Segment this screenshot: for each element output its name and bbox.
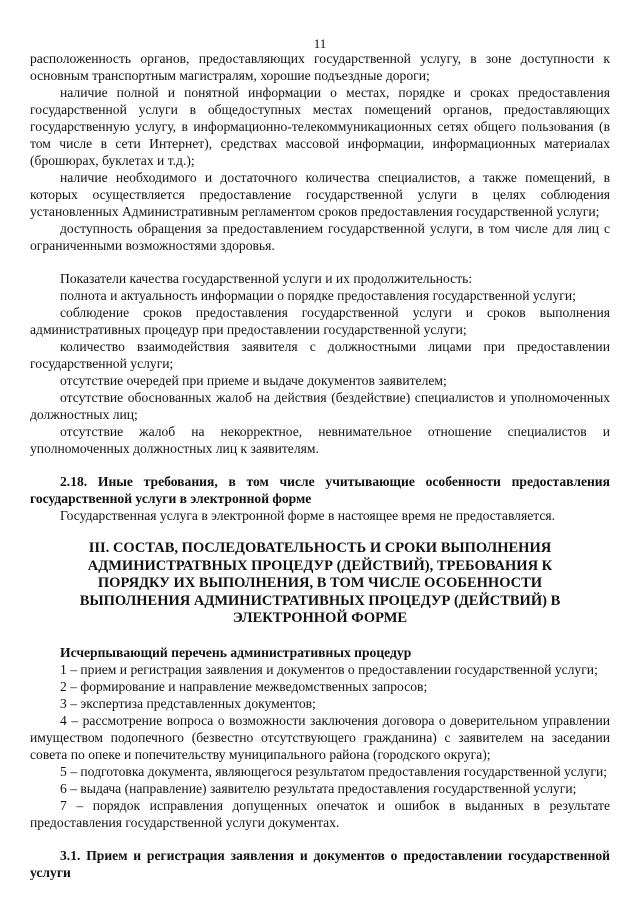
quality-item: полнота и актуальность информации о порядке предоставления государственной услуги; (60, 288, 576, 303)
section-3-1-title: 3.1. Прием и регистрация заявления и документов о предоставлении государственной услуги (30, 847, 610, 880)
quality-item: соблюдение сроков предоставления государственной услуги и сроков выполнения административных процедур при предоставлении государственной услуги; (30, 305, 610, 337)
chapter-3-heading: III. СОСТАВ, ПОСЛЕДОВАТЕЛЬНОСТЬ И СРОКИ ВЫПОЛНЕНИЯ АДМИНИСТРАТВНЫХ ПРОЦЕДУР (ДЕЙСТВИЙ), ТРЕБОВАНИЯ К ПОРЯДКУ ИХ ВЫПОЛНЕНИЯ, В ТОМ ЧИСЛЕ ОСОБЕННОСТИ ВЫПОЛНЕНИЯ АДМИНИСТРАТИВНЫХ ПРОЦЕДУР (ДЕЙСТВИЙ) В ЭЛЕКТРОННОЙ ФОРМЕ (79, 540, 561, 626)
paragraph-specialists: наличие необходимого и достаточного количества специалистов, а также помещений, в которых осуществляется предоставление государственной услуги в целях соблюдения установленных Административным регламентом сроков предоставления государственной услуги; (30, 170, 610, 219)
quality-item: количество взаимодействия заявителя с должностными лицами при предоставлении государственной услуги; (30, 339, 610, 371)
paragraph-accessibility: доступность обращения за предоставлением государственной услуги, в том числе для лиц с ограниченными возможностями здоровья. (30, 221, 610, 253)
section-2-18-title: 2.18. Иные требования, в том числе учитывающие особенности предоставления государственной услуги в электронной форме (30, 474, 610, 506)
quality-item: отсутствие жалоб на некорректное, невнимательное отношение специалистов и уполномоченных должностных лиц к заявителям. (30, 424, 610, 456)
paragraph-information: наличие полной и понятной информации о местах, порядке и сроках предоставления государственной услуги в общедоступных местах помещений органов, предоставляющих государственную услугу, в информационно-телекоммуникационных сетях общего пользования (в том числе в сети Интернет), средствах массовой информации, информационных материалах (брошюрах, буклетах и т.д.); (30, 85, 610, 168)
procedures-title: Исчерпывающий перечень административных процедур (60, 644, 412, 660)
paragraph-location: расположенность органов, предоставляющих государственной услугу, в зоне доступности к основным транспортным магистралям, хорошие подъездные дороги; (30, 51, 610, 83)
quality-item: отсутствие очередей при приеме и выдаче документов заявителем; (60, 373, 447, 388)
page-body (30, 50, 610, 881)
procedure-item: 6 – выдача (направление) заявителю результата предоставления государственной услуги; (60, 780, 577, 796)
section-2-18-text: Государственная услуга в электронной форме в настоящее время не предоставляется. (60, 508, 556, 523)
procedure-item: 7 – порядок исправления допущенных опечаток и ошибок в выданных в результате предоставления государственной услуги документах. (30, 797, 610, 830)
procedure-item: 4 – рассмотрение вопроса о возможности заключения договора о доверительном управлении имуществом подопечного (безвестно отсутствующего гражданина) с заявителем на заседании совета по опеке и попечительству муниципального района (городского округа); (30, 712, 610, 762)
quality-item: отсутствие обоснованных жалоб на действия (бездействие) специалистов и уполномоченных должностных лиц; (30, 390, 610, 422)
procedure-item: 1 – прием и регистрация заявления и документов о предоставлении государственной услуги; (60, 661, 598, 677)
procedure-item: 3 – экспертиза представленных документов; (60, 695, 316, 711)
procedure-item: 5 – подготовка документа, являющегося результатом предоставления государственной услуги; (60, 763, 608, 779)
page-number: 11 (313, 36, 327, 51)
procedure-item: 2 – формирование и направление межведомственных запросов; (60, 678, 428, 694)
quality-intro: Показатели качества государственной услуги и их продолжительность: (60, 271, 473, 286)
